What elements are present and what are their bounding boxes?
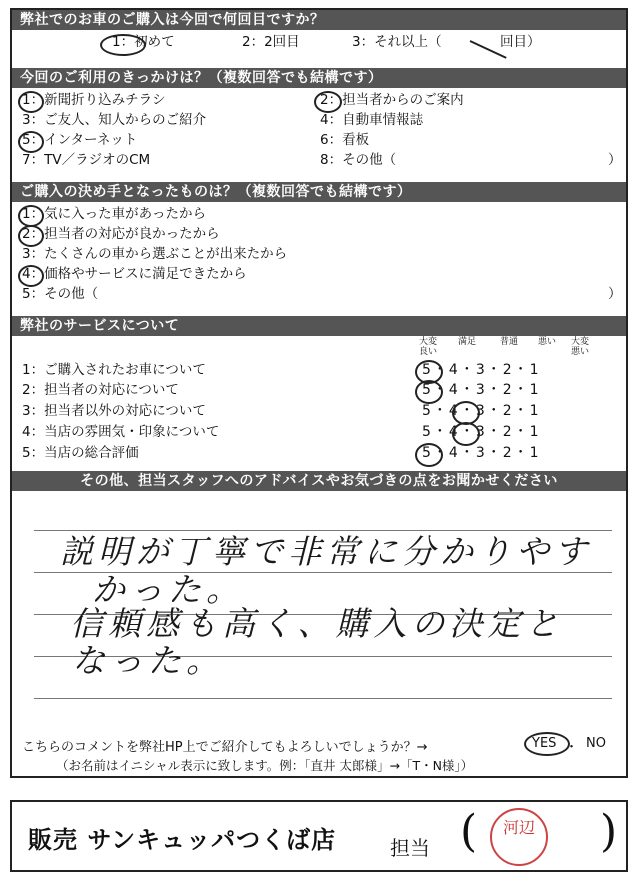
reason-left-4[interactable]: 7：TV／ラジオのCM <box>22 152 151 168</box>
reason-right-4[interactable]: 8：その他（ <box>320 152 397 168</box>
scale-header-3: 普通 <box>499 337 518 347</box>
shop-name: 販売 サンキュッパつくば店 <box>28 826 337 854</box>
answer-circle-icon <box>18 91 44 113</box>
survey-form <box>10 8 628 778</box>
reason-right-3[interactable]: 6：看板 <box>320 132 370 148</box>
rating-circle-icon <box>452 422 480 446</box>
answer-circle-icon <box>100 34 146 56</box>
reason-other-close: ） <box>608 152 622 168</box>
handwritten-comment-line-3: 信頼感も高く、購入の決定と <box>70 604 564 643</box>
reason-left-3[interactable]: 5：インターネット <box>22 132 138 148</box>
name-display-note: （お名前はイニシャル表示に致します。例：「直井 太郎様」→「T・N様」） <box>56 758 474 773</box>
service-item-1: 1：ご購入されたお車について <box>22 362 206 378</box>
scale-header-5: 大変良い <box>418 337 437 357</box>
scale-header-1: 大変悪い <box>570 337 589 357</box>
decision-other-close: ） <box>608 286 622 302</box>
decision-item-2[interactable]: 2：担当者の対応が良かったから <box>22 226 220 242</box>
rating-scale-1[interactable]: 5・4・3・2・1 <box>422 362 541 378</box>
consent-no[interactable]: NO <box>586 736 606 751</box>
answer-circle-icon <box>18 265 44 287</box>
staff-label: 担当 <box>390 836 430 860</box>
decision-item-1[interactable]: 1：気に入った車があったから <box>22 206 206 222</box>
rating-scale-5[interactable]: 5・4・3・2・1 <box>422 445 541 461</box>
section5-title: その他、担当スタッフへのアドバイスやお気づきの点をお聞かせください <box>12 471 626 491</box>
section2-title: 今回のご利用のきっかけは？（複数回答でも結構です） <box>12 68 626 88</box>
staff-seal-icon: 河辺 <box>490 808 548 866</box>
decision-item-4[interactable]: 4：価格やサービスに満足できたから <box>22 266 247 282</box>
section4-title: 弊社のサービスについて <box>12 316 626 336</box>
handwritten-comment-line-4: なった。 <box>72 641 224 680</box>
reason-left-2[interactable]: 3：ご友人、知人からのご紹介 <box>22 112 207 128</box>
consent-circle-icon <box>524 732 570 756</box>
reason-left-1[interactable]: 1：新聞折り込みチラシ <box>22 92 166 108</box>
scale-header-2: 悪い <box>537 337 556 347</box>
section1-title: 弊社でのお車のご購入は今回で何回目ですか？ <box>12 10 626 30</box>
staff-open-paren: ( <box>460 806 478 857</box>
answer-circle-icon <box>314 91 342 113</box>
service-item-2: 2：担当者の対応について <box>22 382 179 398</box>
purchase-option-3-suffix: 回目） <box>500 34 541 50</box>
decision-item-3[interactable]: 3：たくさんの車から選ぶことが出来たから <box>22 246 288 262</box>
reason-right-1[interactable]: 2：担当者からのご案内 <box>320 92 464 108</box>
rating-circle-icon <box>415 380 443 404</box>
purchase-option-2[interactable]: 2：2回目 <box>242 34 300 50</box>
answer-circle-icon <box>18 205 44 227</box>
rating-circle-icon <box>415 443 443 467</box>
rating-scale-2[interactable]: 5・4・3・2・1 <box>422 382 541 398</box>
consent-separator: ・ <box>565 740 579 755</box>
footer-box <box>10 800 628 872</box>
handwritten-comment-line-2: かった。 <box>92 570 244 609</box>
service-item-5: 5：当店の総合評価 <box>22 445 139 461</box>
handwritten-comment-line-1: 説明が丁寧で非常に分かりやす <box>60 532 592 571</box>
answer-circle-icon <box>18 225 44 247</box>
answer-circle-icon <box>18 131 44 153</box>
purchase-option-1[interactable]: 1：初めて <box>112 34 175 50</box>
decision-item-5[interactable]: 5：その他（ <box>22 286 99 302</box>
purchase-option-3[interactable]: 3：それ以上（ <box>352 34 442 50</box>
reason-right-2[interactable]: 4：自動車情報誌 <box>320 112 424 128</box>
staff-close-paren: ) <box>600 806 618 857</box>
service-item-4: 4：当店の雰囲気・印象について <box>22 424 220 440</box>
consent-question: こちらのコメントを弊社HP上でご紹介してもよろしいでしょうか？→ <box>22 740 428 755</box>
rating-scale-4[interactable]: 5・4・3・2・1 <box>422 424 541 440</box>
scale-header-4: 満足 <box>457 337 476 347</box>
service-item-3: 3：担当者以外の対応について <box>22 403 206 419</box>
section3-title: ご購入の決め手となったものは？（複数回答でも結構です） <box>12 182 626 202</box>
rating-scale-3[interactable]: 5・4・3・2・1 <box>422 403 541 419</box>
ruled-line <box>34 698 612 699</box>
consent-yes[interactable]: YES <box>532 736 557 751</box>
